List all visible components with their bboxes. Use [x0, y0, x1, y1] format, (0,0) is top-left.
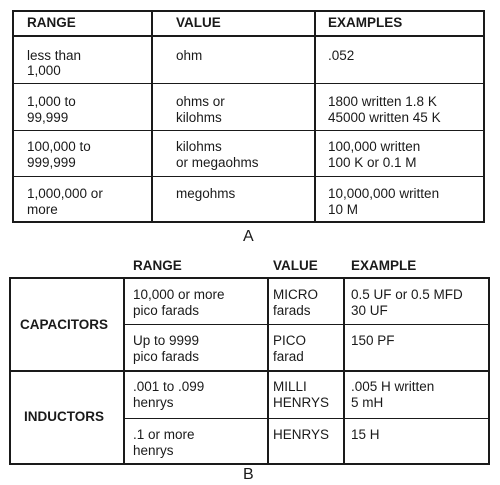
table-a-cell-value: kilohms	[176, 139, 222, 154]
table-a-cell-range: 99,999	[27, 110, 69, 125]
table-a-cell-example: .052	[328, 48, 355, 63]
table-a-cell-example: 100 K or 0.1 M	[328, 155, 417, 170]
table-a-row-divider	[12, 83, 485, 84]
table-a-header-value: VALUE	[176, 15, 221, 30]
table-b-group-divider	[9, 370, 490, 372]
table-b-cell-range: 10,000 or more	[133, 287, 225, 302]
table-a-cell-example: 1800 written 1.8 K	[328, 94, 437, 109]
table-a-header-divider	[12, 35, 485, 37]
table-b-cell-example: 0.5 UF or 0.5 MFD	[351, 287, 463, 302]
table-a-cell-example: 10,000,000 written	[328, 186, 440, 201]
table-a-cell-value: megohms	[176, 186, 236, 201]
table-a-col-divider	[314, 10, 316, 223]
table-a-row-divider	[12, 176, 485, 177]
table-b-cell-example: 30 UF	[351, 303, 388, 318]
table-b-header-value: VALUE	[273, 258, 318, 273]
table-b-header-range: RANGE	[133, 258, 182, 273]
table-a-cell-example: 10 M	[328, 202, 359, 217]
table-b-cell-value: MICRO	[273, 287, 318, 302]
table-b-cell-range: henrys	[133, 395, 174, 410]
table-b-cell-example: 150 PF	[351, 333, 395, 348]
table-a-cell-value: kilohms	[176, 110, 222, 125]
table-b-cell-range: .001 to .099	[133, 379, 205, 394]
table-a-row-divider	[12, 130, 485, 131]
table-a-col-divider	[151, 10, 153, 223]
table-b-cell-example: .005 H written	[351, 379, 435, 394]
table-a-cell-range: 1,000 to	[27, 94, 76, 109]
table-a-cell-range: 1,000,000 or	[27, 186, 103, 201]
table-a-cell-range: 1,000	[27, 63, 61, 78]
table-b-group-capacitors: CAPACITORS	[20, 317, 109, 332]
table-b-cell-value: farad	[273, 349, 304, 364]
table-a-cell-range: less than	[27, 48, 82, 63]
table-a-header-range: RANGE	[27, 15, 76, 30]
table-a-caption: A	[243, 228, 254, 245]
table-a-cell-value: ohm	[176, 48, 203, 63]
table-b-cell-value: HENRYS	[273, 427, 330, 442]
table-b-cell-value: HENRYS	[273, 395, 330, 410]
table-b-row-divider	[123, 324, 490, 325]
table-b-header-example: EXAMPLE	[351, 258, 417, 273]
table-b-cell-range: .1 or more	[133, 427, 195, 442]
table-a-cell-range: 999,999	[27, 155, 76, 170]
table-a-cell-range: more	[27, 202, 58, 217]
table-b-cell-range: henrys	[133, 443, 174, 458]
table-b-group-inductors: INDUCTORS	[24, 409, 105, 424]
table-b-cell-example: 5 mH	[351, 395, 384, 410]
table-b-cell-value: farads	[273, 303, 311, 318]
table-b-cell-range: pico farads	[133, 349, 200, 364]
table-b-cell-range: pico farads	[133, 303, 200, 318]
table-a-cell-range: 100,000 to	[27, 139, 91, 154]
table-b-cell-value: MILLI	[273, 379, 307, 394]
table-b-cell-range: Up to 9999	[133, 333, 200, 348]
table-b-cell-value: PICO	[273, 333, 307, 348]
table-a-header-examples: EXAMPLES	[328, 15, 403, 30]
table-a-cell-example: 100,000 written	[328, 139, 421, 154]
table-a-cell-example: 45000 written 45 K	[328, 110, 441, 125]
table-b-row-divider	[123, 418, 490, 419]
table-b-caption: B	[243, 466, 254, 483]
table-a-cell-value: or megaohms	[176, 155, 259, 170]
table-a-cell-value: ohms or	[176, 94, 225, 109]
table-b-cell-example: 15 H	[351, 427, 380, 442]
